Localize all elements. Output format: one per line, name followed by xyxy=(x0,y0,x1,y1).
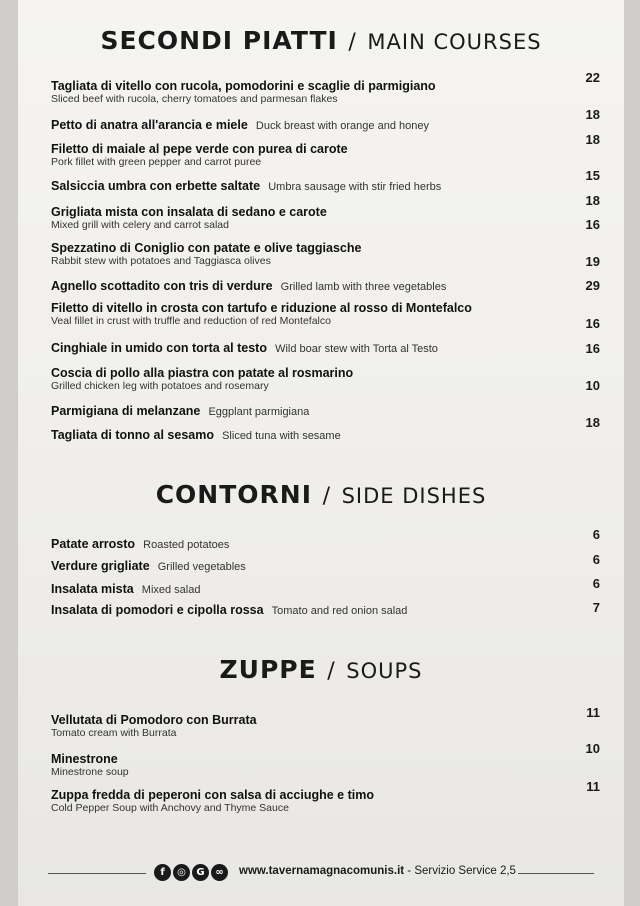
item-description: Roasted potatoes xyxy=(143,539,230,551)
menu-item xyxy=(51,275,571,294)
item-name: Filetto di maiale al pepe verde con purea di carote xyxy=(51,142,348,156)
soups-title-it: ZUPPE xyxy=(219,655,317,684)
main-courses-title-it: SECONDI PIATTI xyxy=(100,26,338,55)
item-description: Grilled chicken leg with potatoes and rosemary xyxy=(51,380,269,392)
item-price: 19 xyxy=(585,254,600,269)
main-courses-heading xyxy=(18,26,624,55)
item-price: 16 xyxy=(585,316,600,331)
footer-divider-right xyxy=(518,873,594,874)
item-name: Petto di anatra all'arancia e miele xyxy=(51,118,248,132)
title-separator: / xyxy=(322,484,331,509)
item-name: Filetto di vitello in crosta con tartufo e riduzione al rosso di Montefalco xyxy=(51,301,472,315)
service-charge: - Servizio Service 2,5 xyxy=(407,865,516,877)
footer-text xyxy=(239,865,516,877)
menu-item xyxy=(51,424,571,443)
menu-item xyxy=(51,709,571,739)
menu-item xyxy=(51,400,571,419)
menu-item xyxy=(51,337,571,356)
item-description: Tomato cream with Burrata xyxy=(51,727,177,739)
item-price: 18 xyxy=(585,415,600,430)
item-description: Mixed salad xyxy=(141,584,201,596)
item-price: 6 xyxy=(592,576,600,591)
menu-item xyxy=(51,533,571,552)
item-description: Pork fillet with green pepper and carrot puree xyxy=(51,156,262,168)
menu-item xyxy=(51,75,571,105)
item-description: Sliced tuna with sesame xyxy=(222,430,341,442)
google-icon[interactable]: G xyxy=(192,864,209,881)
menu-item xyxy=(51,138,571,168)
item-price: 11 xyxy=(586,779,600,794)
soups-heading xyxy=(18,655,624,684)
facebook-icon[interactable]: f xyxy=(154,864,171,881)
item-name: Vellutata di Pomodoro con Burrata xyxy=(51,713,257,727)
instagram-icon[interactable]: ◎ xyxy=(173,864,190,881)
menu-page xyxy=(18,0,624,906)
item-name: Salsiccia umbra con erbette saltate xyxy=(51,179,261,193)
item-description: Wild boar stew with Torta al Testo xyxy=(275,343,438,355)
item-description: Tomato and red onion salad xyxy=(271,605,408,617)
item-price: 10 xyxy=(585,741,600,756)
item-name: Insalata mista xyxy=(51,582,134,596)
menu-item xyxy=(51,237,571,267)
footer-divider-left xyxy=(48,873,146,874)
item-description: Cold Pepper Soup with Anchovy and Thyme Sauce xyxy=(51,802,289,814)
menu-item xyxy=(51,362,571,392)
item-name: Spezzatino di Coniglio con patate e olive taggiasche xyxy=(51,241,362,255)
item-name: Insalata di pomodori e cipolla rossa xyxy=(51,603,264,617)
menu-item xyxy=(51,201,571,231)
website-link[interactable]: www.tavernamagnacomunis.it xyxy=(239,865,405,877)
side-dishes-title-en: SIDE DISHES xyxy=(341,484,487,508)
soups-title-en: SOUPS xyxy=(346,659,423,683)
item-price: 22 xyxy=(585,70,600,85)
tripadvisor-icon[interactable]: ∞ xyxy=(211,864,228,881)
side-dishes-title-it: CONTORNI xyxy=(155,480,312,509)
item-price: 11 xyxy=(586,705,600,720)
title-separator: / xyxy=(348,30,357,55)
item-name: Cinghiale in umido con torta al testo xyxy=(51,341,267,355)
social-icons xyxy=(154,864,228,881)
item-price: 6 xyxy=(592,527,600,542)
footer xyxy=(18,862,624,886)
item-name: Agnello scottadito con tris di verdure xyxy=(51,279,273,293)
item-name: Coscia di pollo alla piastra con patate al rosmarino xyxy=(51,366,354,380)
item-description: Sliced beef with rucola, cherry tomatoes and parmesan flakes xyxy=(51,93,338,105)
menu-item xyxy=(51,599,571,618)
item-price: 16 xyxy=(585,217,600,232)
item-description: Veal fillet in crust with truffle and reduction of red Montefalco xyxy=(51,315,331,327)
item-name: Parmigiana di melanzane xyxy=(51,404,201,418)
menu-item xyxy=(51,748,571,778)
menu-item xyxy=(51,114,571,133)
item-description: Rabbit stew with potatoes and Taggiasca olives xyxy=(51,255,271,267)
item-name: Patate arrosto xyxy=(51,537,136,551)
item-name: Minestrone xyxy=(51,752,118,766)
item-name: Tagliata di tonno al sesamo xyxy=(51,428,214,442)
item-description: Eggplant parmigiana xyxy=(208,406,310,418)
menu-item xyxy=(51,175,571,194)
item-name: Verdure grigliate xyxy=(51,559,150,573)
item-name: Zuppa fredda di peperoni con salsa di acciughe e timo xyxy=(51,788,374,802)
item-price: 10 xyxy=(585,378,600,393)
item-description: Duck breast with orange and honey xyxy=(255,120,429,132)
item-price: 6 xyxy=(592,552,600,567)
menu-item xyxy=(51,578,571,597)
item-price: 18 xyxy=(585,193,600,208)
item-price: 7 xyxy=(592,600,600,615)
item-name: Tagliata di vitello con rucola, pomodorini e scaglie di parmigiano xyxy=(51,79,436,93)
item-price: 29 xyxy=(585,278,600,293)
item-description: Umbra sausage with stir fried herbs xyxy=(268,181,442,193)
item-description: Mixed grill with celery and carrot salad xyxy=(51,219,229,231)
menu-item xyxy=(51,297,571,327)
item-price: 16 xyxy=(585,341,600,356)
item-description: Minestrone soup xyxy=(51,766,129,778)
item-price: 18 xyxy=(585,132,600,147)
title-separator: / xyxy=(327,659,336,684)
item-description: Grilled lamb with three vegetables xyxy=(280,281,447,293)
side-dishes-heading xyxy=(18,480,624,509)
item-name: Grigliata mista con insalata di sedano e carote xyxy=(51,205,327,219)
item-price: 18 xyxy=(585,107,600,122)
menu-item xyxy=(51,555,571,574)
menu-item xyxy=(51,784,571,814)
item-price: 15 xyxy=(585,168,600,183)
item-description: Grilled vegetables xyxy=(157,561,246,573)
main-courses-title-en: MAIN COURSES xyxy=(367,30,542,54)
